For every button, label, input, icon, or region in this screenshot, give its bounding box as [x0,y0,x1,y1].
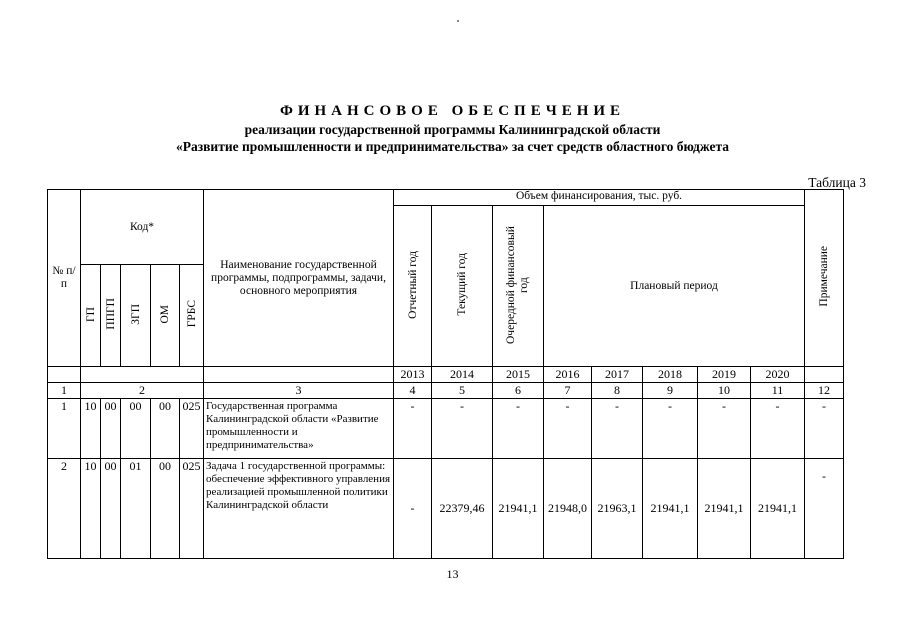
current-year-header: Текущий год [432,206,493,367]
value-2015: 21941,1 [493,459,544,559]
code-grbs: 025 [180,459,204,559]
year-row-blank [805,367,844,383]
value-2016: - [544,399,592,459]
row-number: 2 [48,459,81,559]
value-2018: 21941,1 [643,459,698,559]
col-index: 8 [592,383,643,399]
next-year-header: Очередной финансовый год [493,206,544,367]
table-row [48,399,844,459]
value-2017: 21963,1 [592,459,643,559]
year-row-blank [48,367,81,383]
document-title: ФИНАНСОВОЕ ОБЕСПЕЧЕНИЕ [279,103,626,119]
value-2017: - [592,399,643,459]
row-name: Задача 1 государственной программы: обеспечение эффективного управления реализацией промышленной политики Калининградской области [204,459,394,559]
year-2016: 2016 [544,367,592,383]
code-ppgp: 00 [101,399,121,459]
col-index: 10 [698,383,751,399]
financing-table [47,189,844,559]
year-row-blank [204,367,394,383]
value-2019: 21941,1 [698,459,751,559]
code-col-ppgp: ППГП [101,265,121,367]
year-2015: 2015 [493,367,544,383]
year-2019: 2019 [698,367,751,383]
row-note: - [805,459,844,559]
document-subtitle-line2: «Развитие промышленности и предпринимательства» за счет средств областного бюджета [175,139,730,154]
year-2018: 2018 [643,367,698,383]
col-index: 2 [81,383,204,399]
value-2014: - [432,399,493,459]
row-number: 1 [48,399,81,459]
col-index: 7 [544,383,592,399]
value-2013: - [394,459,432,559]
value-2020: - [751,399,805,459]
year-row-blank [81,367,204,383]
report-year-header: Отчетный год [394,206,432,367]
table-number: Таблица 3 [808,175,866,190]
col-num-header: № п/п [48,190,81,367]
code-grbs: 025 [180,399,204,459]
year-2013: 2013 [394,367,432,383]
year-2020: 2020 [751,367,805,383]
code-gp: 10 [81,399,101,459]
col-index: 12 [805,383,844,399]
col-index: 5 [432,383,493,399]
code-col-grbs: ГРБС [180,265,204,367]
value-2016: 21948,0 [544,459,592,559]
name-header: Наименование государственной программы, подпрограммы, задачи, основного мероприятия [204,190,394,367]
code-om: 00 [151,459,180,559]
scan-dot [457,20,459,22]
note-header: Примечание [805,190,844,367]
code-zgp: 01 [121,459,151,559]
code-group-header: Код* [81,190,204,265]
value-2020: 21941,1 [751,459,805,559]
value-2018: - [643,399,698,459]
col-index: 3 [204,383,394,399]
row-note: - [805,399,844,459]
value-2019: - [698,399,751,459]
col-index: 6 [493,383,544,399]
value-2013: - [394,399,432,459]
document-subtitle-line1: реализации государственной программы Калининградской области [244,122,661,137]
col-index: 1 [48,383,81,399]
table-row [48,459,844,559]
year-2014: 2014 [432,367,493,383]
code-col-gp: ГП [81,265,101,367]
plan-period-header: Плановый период [544,206,805,367]
col-index: 4 [394,383,432,399]
funding-group-header: Объем финансирования, тыс. руб. [394,190,805,206]
col-index: 11 [751,383,805,399]
code-zgp: 00 [121,399,151,459]
year-2017: 2017 [592,367,643,383]
code-ppgp: 00 [101,459,121,559]
row-name: Государственная программа Калининградской области «Развитие промышленности и предпринимательства» [204,399,394,459]
code-gp: 10 [81,459,101,559]
code-col-om: ОМ [151,265,180,367]
page-number: 13 [446,567,459,581]
value-2014: 22379,46 [432,459,493,559]
col-index: 9 [643,383,698,399]
code-om: 00 [151,399,180,459]
value-2015: - [493,399,544,459]
code-col-zgp: ЗГП [121,265,151,367]
